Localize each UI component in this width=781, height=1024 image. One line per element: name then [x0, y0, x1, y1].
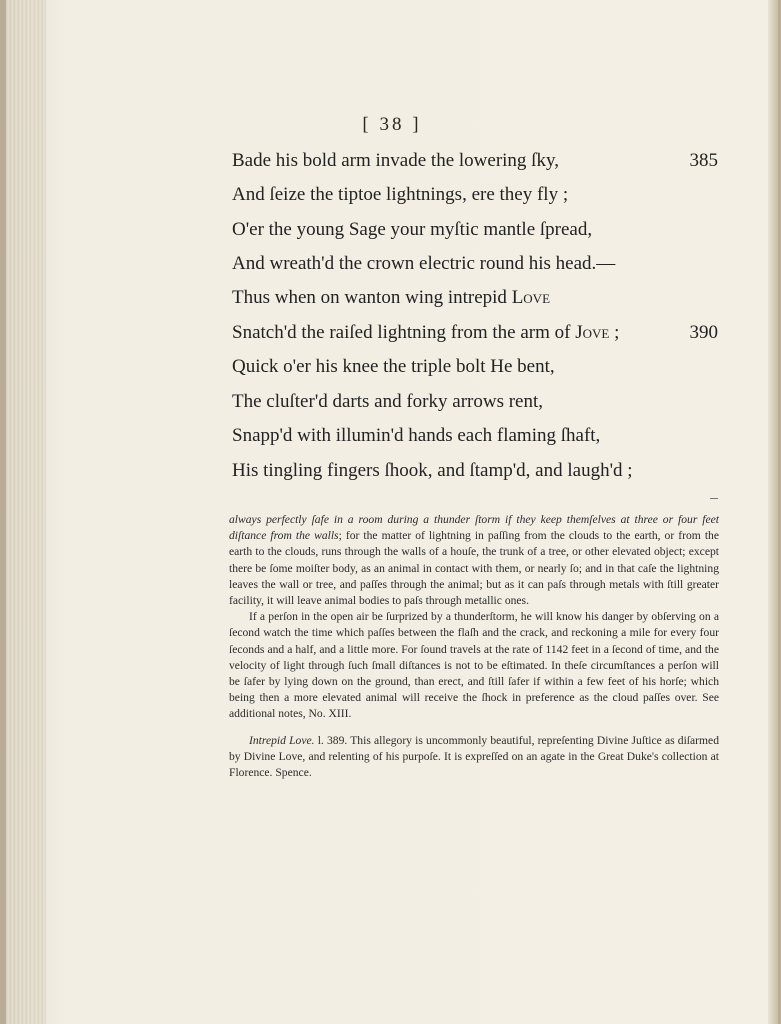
line-number: 385 — [689, 150, 718, 171]
footnote-paragraph-3: Intrepid Love. l. 389. This allegory is uncommonly beautiful, repreſenting Divine Juſtice as diſarmed by Divine Love, and relenting of his purpoſe. It is expreſſed on an agate in the Great Duke's collection at Florence. Spence. — [229, 733, 719, 780]
book-page: [ 38 ] Bade his bold arm invade the lowering ſky, 385 And ſeize the tiptoe lightnings, ere they fly ; O'er the young Sage your myſtic mantle ſpread, And wreath'd the crown electric round his head.— Thus when on wanton wing intrepid Love Snatch'd the raiſed lightning from the arm of Jove ; 390 Quick o'er his knee the triple bolt He bent, The cluſter'd darts and forky arrows rent, Snapp'd with illumin'd hands each flaming ſhaft, His tingling fingers ſhook, and ſtamp'd, and laugh'd ; always perfectly ſafe in a room during a thunder ſtorm if they keep themſelves at three or four feet diſtance from the walls; for the matter of lightning in paſſing from the clouds to the earth, or from the earth to the clouds, runs through the walls of a houſe, the trunk of a tree, or other elevated object; except there be ſome moiſter body, as an animal in contact with them, or nearly ſo; and in that caſe the lightning leaves the wall or tree, and paſſes through the animal; but as it can paſs through metals with ſtill greater facility, it will leave animal bodies to paſs through metallic ones. If a perſon in the open air be ſurprized by a thunderſtorm, he will know his danger by obſerving on a ſecond watch the time which paſſes between the flaſh and the crack, and reckoning a mile for every four ſeconds and a half, and a little more. For ſound travels at the rate of 1142 feet in a ſecond of time, and the velocity of light through ſuch ſmall diſtances is not to be eſtimated. In theſe circumſtances a perſon will be ſafer by lying down on the ground, than erect, and ſtill ſafer if within a few feet of his horſe; which being then a more elevated animal will receive the ſhock in preference as the cloud paſſes over. See additional notes, No. XIII. Intrepid Love. l. 389. This allegory is uncommonly beautiful, repreſenting Divine Juſtice as diſarmed by Divine Love, and relenting of his purpoſe. It is expreſſed on an agate in the Great Duke's collection at Florence. Spence. — [6, 0, 778, 1024]
page-number-header: [ 38 ] — [362, 114, 422, 135]
line-number: 390 — [689, 322, 718, 343]
footnote-rule — [710, 498, 718, 499]
page-edges-left — [6, 0, 46, 1024]
footnote-paragraph-2: If a perſon in the open air be ſurprized by a thunderſtorm, he will know his danger by obſerving on a ſecond watch the time which paſſes between the flaſh and the crack, and reckoning a mile for every four ſeconds and a half, and a little more. For ſound travels at the rate of 1142 feet in a ſecond of time, and the velocity of light through ſuch ſmall diſtances is not to be eſtimated. In theſe circumſtances a perſon will be ſafer by lying down on the ground, than erect, and ſtill ſafer if within a few feet of his horſe; which being then a more elevated animal will receive the ſhock in preference as the cloud paſſes over. See additional notes, No. XIII. — [229, 610, 719, 721]
footnote-paragraph-1: always perfectly ſafe in a room during a thunder ſtorm if they keep themſelves at three or four feet diſtance from the walls; for the matter of lightning in paſſing from the clouds to the earth, or from the earth to the clouds, runs through the walls of a houſe, the trunk of a tree, or other elevated object; except there be ſome moiſter body, as an animal in contact with them, or nearly ſo; and in that caſe the lightning leaves the wall or tree, and paſſes through the animal; but as it can paſs through metals with ſtill greater facility, it will leave animal bodies to paſs through metallic ones. — [229, 513, 719, 608]
footnotes — [229, 512, 719, 781]
page-edge-right — [768, 0, 778, 1024]
